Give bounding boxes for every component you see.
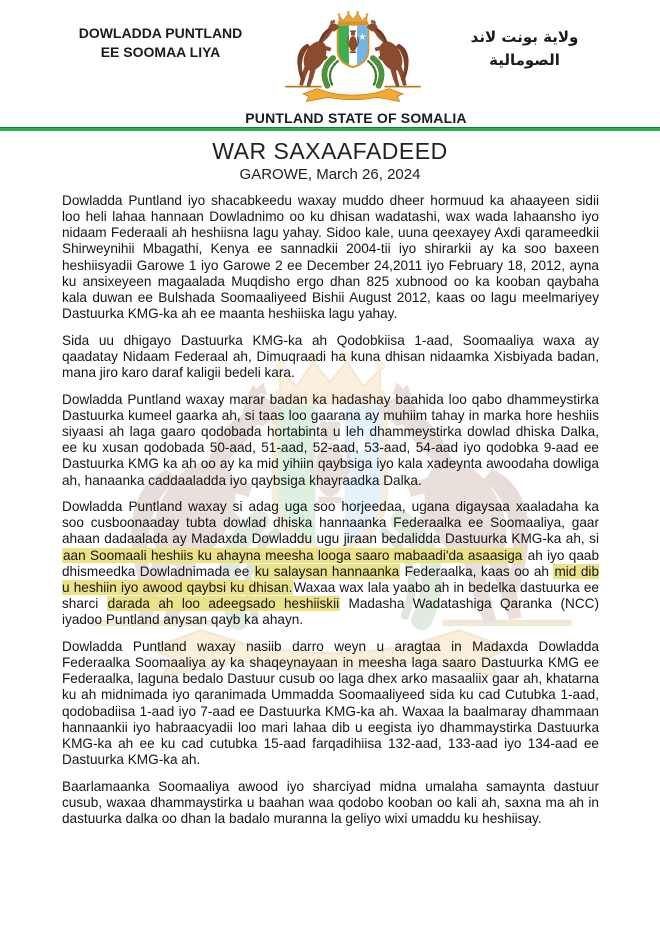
paragraph-text: Waxaa wax lala yaabo ah in bedelka dastuurka ee sharci <box>62 579 599 612</box>
paragraph-text: Dowladda Puntland waxay nasiib darro weyn u aragtaa in Madaxda Dowladda Federaalka Soomaaliya ay ka shaqeynayaan in meesha laga saaro Dastuurka KMG ee Federaalka, laguna bedalo Dastuur cusub oo laga dhex arko masaaliix gaar ah, khatarna ku ah midnimada iyo qaranimada Ummadda Soomaaliyeed sida ku cad Cutubka 1-aad, qodobadiisa 1-aad iyo 7-aad ee Dastuurka KMG-ka ah. Waxaa la baalmaray dhammaan hannaankii iyo habraacyadii loo mari lahaa dib u eegista iyo dhammaystirka Dastuurka KMG-ka ah ee ku cad cutubka 15-aad farqadihiisa 132-aad, 133-aad iyo 134-aad ee Dastuurka KMG-ka ah. <box>62 638 599 767</box>
document-dateline: GAROWE, March 26, 2024 <box>239 166 421 183</box>
press-release-body <box>62 193 599 838</box>
org-name-somali-line2: EE SOOMAA LIYA <box>100 43 221 60</box>
org-name-arabic <box>427 26 622 73</box>
highlighted-text: aan Soomaali heshiis ku ahayna meesha looga saaro mabaadi'da asaasiga <box>63 547 523 563</box>
paragraph <box>62 333 599 381</box>
puntland-coat-of-arms-icon <box>283 6 423 106</box>
paragraph <box>62 392 599 489</box>
highlighted-text: ku salaysan hannaanka <box>254 563 400 579</box>
paragraph-text: Dowladda Puntland waxay marar badan ka hadashay baahida loo qabo dhammeystirka Dastuurka kumeel gaarka ah, si taas loo gaarana ay muhiim tahay in marka hore heshiis siyaasi ah laga gaaro qodobada hortabinta u leh dhammeystirka dowlad dhiska Dalka, ee ku xusan qodobada 50-aad, 51-aad, 52-aad, 53-aad, 54-aad iyo qodobka 9-aad ee Dastuurka KMG ka ah oo ay ka mid yihiin qaybsiga iyo kala xadeynta awoodaha dowliga ah, hanaanka caddaaladda iyo qaybsiga khayraadka Dalka. <box>62 391 599 488</box>
document-title: WAR SAXAAFADEED <box>212 138 448 164</box>
highlighted-text: darada ah loo adeegsado heshiiskii <box>107 596 340 612</box>
org-name-somali <box>68 24 253 62</box>
org-name-english: PUNTLAND STATE OF SOMALIA <box>245 110 467 126</box>
paragraph-text: Madasha Wadatashiga Qaranka (NCC) iyadoo Puntland anysan qayb ka ahayn. <box>62 596 599 628</box>
paragraph-text: Baarlamaanka Soomaaliya awood iyo sharciyad midna umalaha samaynta dastuur cusub, waxaa dhammaystirka u baahan waa qodobo kooban oo kali ah, saxna ma ah in dastuurka dalka oo dhan la badalo muranna la geliyo wixi umaddu ku heshiisay. <box>62 778 599 826</box>
paragraph <box>62 499 599 628</box>
paragraph-text: Dowladda Puntland waxay si adag uga soo horjeedaa, ugana digaysaa xaaladaha ka soo cusboonaaday tubta dowlad dhiska hannaanka Federaalka ee Soomaaliya, gaar ahaan dadaalada ay Madaxda Dowladdu ugu jiraan bedalidda Dastuurka KMG-ka ah, si <box>62 499 599 547</box>
paragraph <box>62 639 599 768</box>
org-name-arabic-line1: ولاية بونت لاند <box>470 28 579 46</box>
paragraph <box>62 779 599 827</box>
org-name-arabic-line2: الصومالية <box>489 51 560 70</box>
paragraph-text: ah iyo qaab dhismeedka Dowladnimada ee <box>62 547 599 579</box>
paragraph-text: Sida uu dhigayo Dastuurka KMG-ka ah Qodobkiisa 1-aad, Soomaaliya waxa ay qaadatay Nidaam Federaal ah, Dimuqraadi ha kuna dhisan nidaamka Xisbiyada badan, mana jiro karo daraf kaligii bedeli kara. <box>62 332 599 381</box>
org-name-somali-line1: DOWLADDA PUNTLAND <box>78 25 243 41</box>
paragraph-text: Dowladda Puntland iyo shacabkeedu waxay muddo dheer hormuud ka ahaayeen sidii loo heli lahaa hannaan Dowladnimo oo ku dhisan wadatashi, wax wada lahaansho iyo nidaam Federaali ah heshiisna lagu yahay. Sidoo kale, uuna qeexayey Axdi qarameedkii Shirweynihii Mbagathi, Kenya ee sannadkii 2004-tii iyo shirarkii ay ka soo baxeen heshiisyadii Garowe 1 iyo Garowe 2 ee December 24,2011 iyo February 18, 2012, ayna ku ansixeyeen magaalada Muqdisho ergo dhan 825 xubnood oo ka kooban qaybaha kala duwan ee Bulshada Soomaaliyeed Bishii August 2012, kaas oo lagu meelmariyey Dastuurka KMG-ka ah ee maanta heshiiska lagu yahay. <box>62 193 599 322</box>
paragraph-text: Federaalka, kaas oo ah <box>400 563 554 579</box>
header-divider-rule <box>0 127 660 131</box>
highlighted-text: mid dib u heshiin iyo awood qaybsi ku dhisan. <box>62 563 600 595</box>
paragraph <box>62 193 599 322</box>
